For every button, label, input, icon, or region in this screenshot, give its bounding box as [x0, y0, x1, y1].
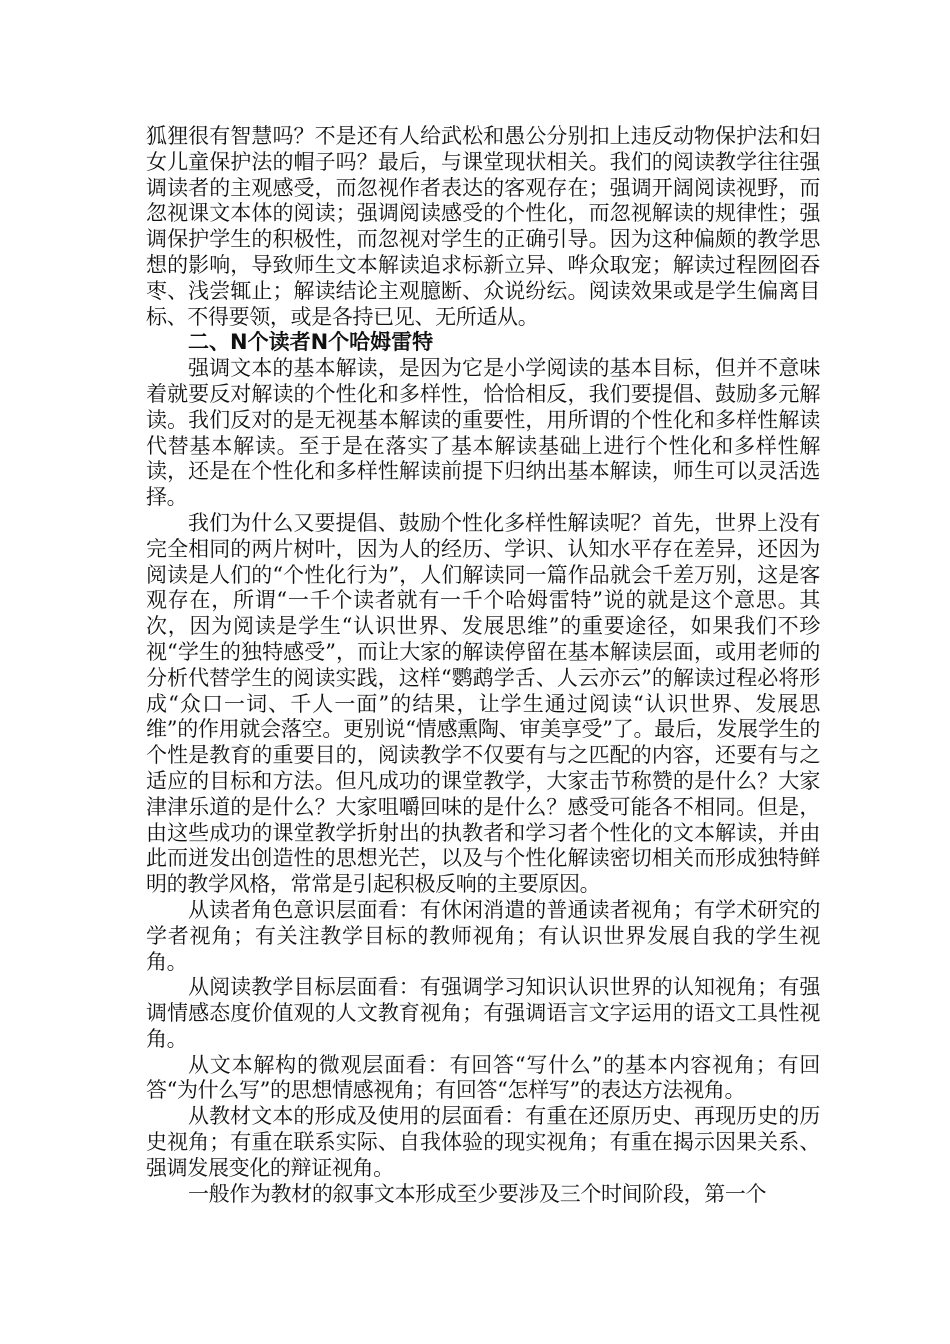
document-body: [146, 124, 820, 1207]
paragraph: 我们为什么又要提倡、鼓励个性化多样性解读呢？首先，世界上没有完全相同的两片树叶，因为人的经历、学识、认知水平存在差异，还因为阅读是人们的“个性化行为”，人们解读同一篇作品就会千差万别，这是客观存在，所谓“一千个读者就有一千个哈姆雷特”说的就是这个意思。其次，因为阅读是学生“认识世界、发展思维”的重要途径，如果我们不珍视“学生的独特感受”，而让大家的解读停留在基本解读层面，或用老师的分析代替学生的阅读实践，这样“鹦鹉学舌、人云亦云”的解读过程必将形成“众口一词、千人一面”的结果，让学生通过阅读“认识世界、发展思维”的作用就会落空。更别说“情感熏陶、审美享受”了。最后，发展学生的个性是教育的重要目的，阅读教学不仅要有与之匹配的内容，还要有与之适应的目标和方法。但凡成功的课堂教学，大家击节称赞的是什么？大家津津乐道的是什么？大家咀嚼回味的是什么？感受可能各不相同。但是，由这些成功的课堂教学折射出的执教者和学习者个性化的文本解读，并由此而迸发出创造性的思想光芒，以及与个性化解读密切相关而形成独特鲜明的教学风格，常常是引起积极反响的主要原因。: [146, 510, 820, 897]
paragraph: 强调文本的基本解读，是因为它是小学阅读的基本目标，但并不意味着就要反对解读的个性化和多样性，恰恰相反，我们要提倡、鼓励多元解读。我们反对的是无视基本解读的重要性，用所谓的个性化和多样性解读代替基本解读。至于是在落实了基本解读基础上进行个性化和多样性解读，还是在个性化和多样性解读前提下归纳出基本解读，师生可以灵活选择。: [146, 356, 820, 510]
paragraph: 从阅读教学目标层面看：有强调学习知识认识世界的认知视角；有强调情感态度价值观的人文教育视角；有强调语言文字运用的语文工具性视角。: [146, 975, 820, 1051]
paragraph-continued: 狐狸很有智慧吗？不是还有人给武松和愚公分别扣上违反动物保护法和妇女儿童保护法的帽子吗？最后，与课堂现状相关。我们的阅读教学往往强调读者的主观感受，而忽视作者表达的客观存在；强调开阔阅读视野，而忽视课文本体的阅读；强调阅读感受的个性化，而忽视解读的规律性；强调保护学生的积极性，而忽视对学生的正确引导。因为这种偏颇的教学思想的影响，导致师生文本解读追求标新立异、哗众取宠；解读过程囫囵吞枣、浅尝辄止；解读结论主观臆断、众说纷纭。阅读效果或是学生偏离目标、不得要领，或是各持已见、无所适从。: [146, 124, 820, 329]
paragraph: 从文本解构的微观层面看：有回答“写什么”的基本内容视角；有回答“为什么写”的思想情感视角；有回答“怎样写”的表达方法视角。: [146, 1052, 820, 1103]
section-heading: 二、N个读者N个哈姆雷特: [188, 330, 434, 355]
paragraph: 一般作为教材的叙事文本形成至少要涉及三个时间阶段，第一个: [188, 1181, 767, 1206]
paragraph: 从教材文本的形成及使用的层面看：有重在还原历史、再现历史的历史视角；有重在联系实际、自我体验的现实视角；有重在揭示因果关系、强调发展变化的辩证视角。: [146, 1104, 820, 1180]
paragraph: 从读者角色意识层面看：有休闲消遣的普通读者视角；有学术研究的学者视角；有关注教学目标的教师视角；有认识世界发展自我的学生视角。: [146, 897, 820, 974]
